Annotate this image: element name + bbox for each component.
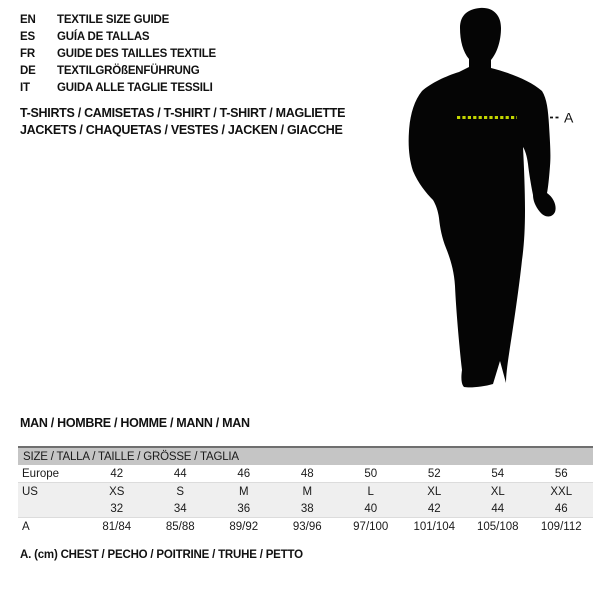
size-cell: 54 bbox=[466, 465, 530, 483]
size-cell: 52 bbox=[403, 465, 467, 483]
table-row-us bbox=[18, 483, 593, 501]
table-row-europe bbox=[18, 465, 593, 483]
category-lines bbox=[20, 105, 345, 139]
size-cell: 46 bbox=[530, 500, 594, 518]
language-label: GUIDA ALLE TAGLIE TESSILI bbox=[57, 82, 213, 94]
language-row-fr bbox=[20, 46, 216, 63]
size-cell: 81/84 bbox=[85, 518, 149, 536]
table-row-numeric bbox=[18, 500, 593, 518]
measure-label-a: A bbox=[564, 109, 574, 126]
language-code: EN bbox=[20, 14, 36, 26]
size-cell: 105/108 bbox=[466, 518, 530, 536]
size-cell: 48 bbox=[276, 465, 340, 483]
language-row-de bbox=[20, 63, 216, 80]
size-cell: L bbox=[339, 483, 403, 501]
size-table-header: SIZE / TALLA / TAILLE / GRÖSSE / TAGLIA bbox=[18, 447, 593, 465]
language-code: FR bbox=[20, 48, 35, 60]
row-label: US bbox=[18, 483, 85, 501]
language-row-en bbox=[20, 12, 216, 29]
size-cell: M bbox=[276, 483, 340, 501]
language-label: GUIDE DES TAILLES TEXTILE bbox=[57, 48, 216, 60]
size-cell: 50 bbox=[339, 465, 403, 483]
language-label: TEXTILE SIZE GUIDE bbox=[57, 14, 170, 26]
size-cell: 44 bbox=[466, 500, 530, 518]
language-row-it bbox=[20, 80, 216, 97]
row-label: Europe bbox=[18, 465, 85, 483]
language-label: GUÍA DE TALLAS bbox=[57, 31, 150, 43]
size-cell: 85/88 bbox=[149, 518, 213, 536]
size-cell: 46 bbox=[212, 465, 276, 483]
table-row-chest bbox=[18, 518, 593, 536]
language-label: TEXTILGRÖßENFÜHRUNG bbox=[57, 65, 200, 77]
size-cell: XS bbox=[85, 483, 149, 501]
size-cell: 97/100 bbox=[339, 518, 403, 536]
size-cell: 36 bbox=[212, 500, 276, 518]
size-cell: 42 bbox=[403, 500, 467, 518]
language-guide bbox=[20, 12, 216, 97]
language-code: DE bbox=[20, 65, 36, 77]
language-code: IT bbox=[20, 82, 30, 94]
language-code: ES bbox=[20, 31, 35, 43]
size-cell: XL bbox=[403, 483, 467, 501]
category-line-jackets: JACKETS / CHAQUETAS / VESTES / JACKEN / GIACCHE bbox=[20, 123, 343, 137]
size-cell: 44 bbox=[149, 465, 213, 483]
row-label: A bbox=[18, 518, 85, 536]
size-cell: 32 bbox=[85, 500, 149, 518]
man-figure-path bbox=[409, 8, 556, 387]
size-table-header-row bbox=[18, 447, 593, 465]
section-title-man: MAN / HOMBRE / HOMME / MANN / MAN bbox=[20, 416, 250, 430]
size-cell: S bbox=[149, 483, 213, 501]
man-silhouette bbox=[400, 0, 600, 400]
size-cell: 42 bbox=[85, 465, 149, 483]
size-cell: 40 bbox=[339, 500, 403, 518]
size-cell: 93/96 bbox=[276, 518, 340, 536]
row-label bbox=[18, 500, 85, 518]
size-cell: 109/112 bbox=[530, 518, 594, 536]
size-cell: 101/104 bbox=[403, 518, 467, 536]
size-cell: 34 bbox=[149, 500, 213, 518]
footnote-chest: A. (cm) CHEST / PECHO / POITRINE / TRUHE / PETTO bbox=[20, 549, 303, 561]
size-cell: XXL bbox=[530, 483, 594, 501]
size-cell: M bbox=[212, 483, 276, 501]
size-cell: 56 bbox=[530, 465, 594, 483]
size-cell: 89/92 bbox=[212, 518, 276, 536]
language-row-es bbox=[20, 29, 216, 46]
size-cell: 38 bbox=[276, 500, 340, 518]
size-cell: XL bbox=[466, 483, 530, 501]
size-table bbox=[18, 446, 593, 535]
category-line-tshirts: T-SHIRTS / CAMISETAS / T-SHIRT / T-SHIRT / MAGLIETTE bbox=[20, 106, 346, 120]
